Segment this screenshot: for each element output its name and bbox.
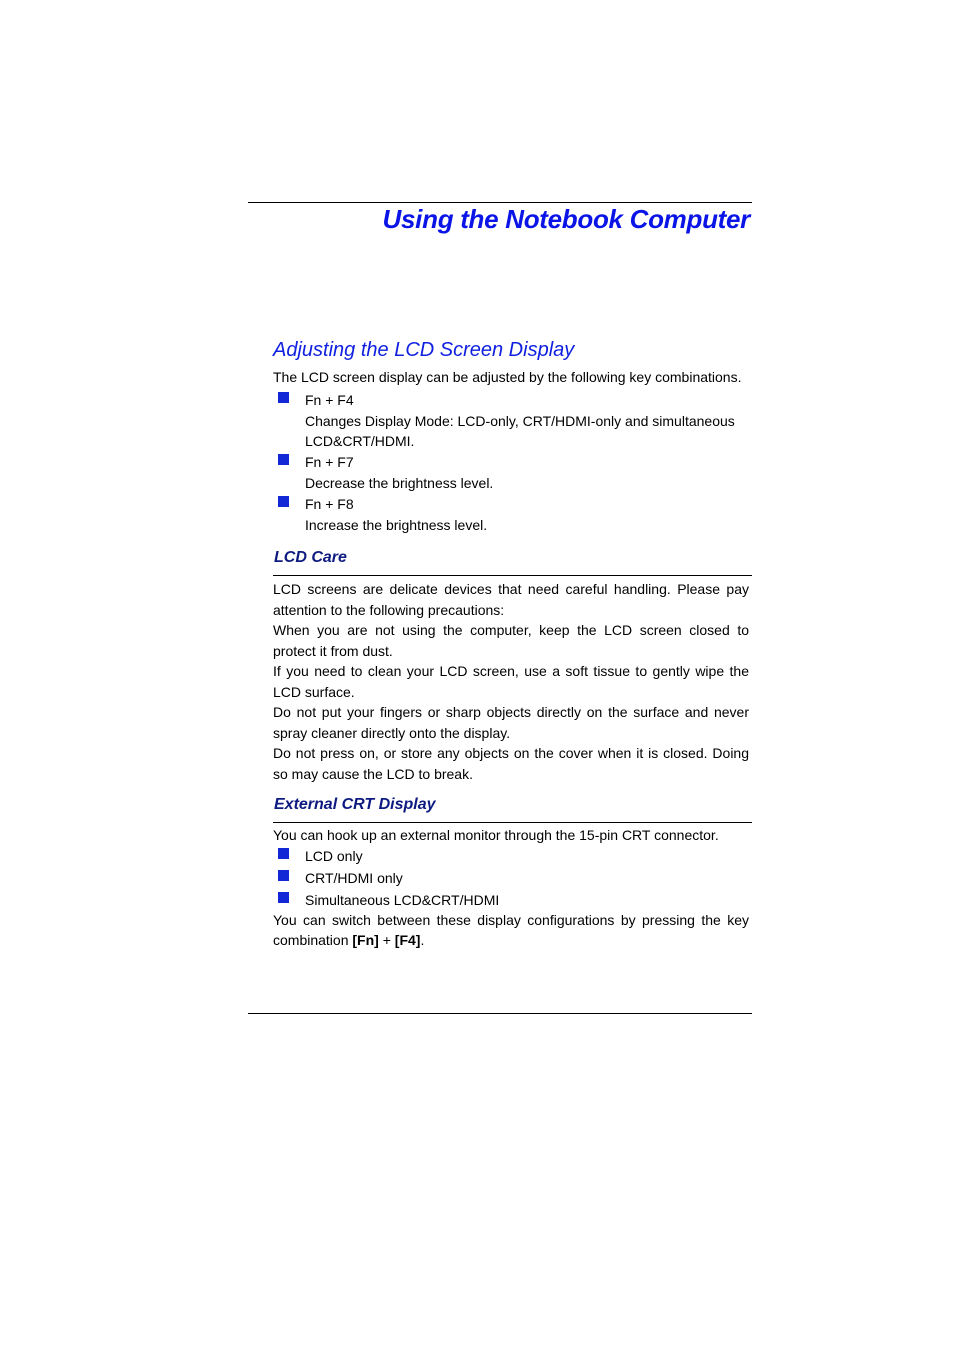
- key-fn: [Fn]: [352, 931, 379, 948]
- key-desc-text: Decrease the brightness level.: [305, 475, 494, 491]
- key-f4: [F4]: [394, 931, 421, 948]
- key-desc: [273, 473, 749, 493]
- care-paragraph: LCD screens are delicate devices that need careful handling. Please pay attention to the following precautions:: [273, 581, 749, 618]
- closing-period: .: [420, 931, 425, 948]
- section-heading-care: LCD Care: [274, 549, 347, 566]
- square-bullet-icon: [278, 392, 289, 403]
- crt-closing: [273, 911, 749, 950]
- section-rule: [273, 822, 752, 823]
- square-bullet-icon: [278, 496, 289, 507]
- chapter-title: Using the Notebook Computer: [382, 204, 750, 234]
- crt-intro: You can hook up an external monitor through the 15-pin CRT connector.: [273, 827, 719, 843]
- key-combo: Fn + F4: [305, 392, 354, 408]
- list-item: [273, 845, 749, 867]
- top-rule: [248, 202, 752, 203]
- closing-text: You can switch between these display configurations by pressing the key combination: [273, 912, 749, 948]
- section-heading-adjust: Adjusting the LCD Screen Display: [273, 339, 575, 361]
- display-mode: Simultaneous LCD&CRT/HDMI: [305, 892, 500, 908]
- display-mode: CRT/HDMI only: [305, 870, 403, 886]
- square-bullet-icon: [278, 892, 289, 903]
- list-item: [273, 493, 749, 515]
- plus-sign: +: [378, 931, 395, 948]
- care-paragraph: If you need to clean your LCD screen, use a soft tissue to gently wipe the LCD surface.: [273, 663, 749, 700]
- section-heading-crt: External CRT Display: [274, 796, 436, 813]
- bottom-rule: [248, 1013, 752, 1014]
- care-body: [273, 579, 749, 784]
- square-bullet-icon: [278, 454, 289, 465]
- list-item: [273, 389, 749, 411]
- square-bullet-icon: [278, 870, 289, 881]
- list-item: [273, 889, 749, 911]
- key-combination-list: [273, 389, 749, 535]
- list-item: [273, 451, 749, 473]
- care-paragraph: Do not put your fingers or sharp objects directly on the surface and never spray cleaner directly onto the display.: [273, 704, 749, 741]
- key-combo: Fn + F7: [305, 454, 354, 470]
- key-desc: [273, 411, 749, 451]
- display-mode-list: [273, 845, 749, 911]
- key-combo: Fn + F8: [305, 496, 354, 512]
- care-paragraph: When you are not using the computer, keep the LCD screen closed to protect it from dust.: [273, 622, 749, 659]
- key-desc: [273, 515, 749, 535]
- display-mode: LCD only: [305, 848, 363, 864]
- key-desc-text: Changes Display Mode: LCD-only, CRT/HDMI-only and simultaneous LCD&CRT/HDMI.: [305, 413, 735, 449]
- care-paragraph: Do not press on, or store any objects on the cover when it is closed. Doing so may cause the LCD to break.: [273, 745, 749, 782]
- key-desc-text: Increase the brightness level.: [305, 517, 488, 533]
- adjust-intro: The LCD screen display can be adjusted by the following key combinations.: [273, 369, 742, 385]
- square-bullet-icon: [278, 848, 289, 859]
- list-item: [273, 867, 749, 889]
- section-rule: [273, 575, 752, 576]
- page-content: [273, 335, 749, 950]
